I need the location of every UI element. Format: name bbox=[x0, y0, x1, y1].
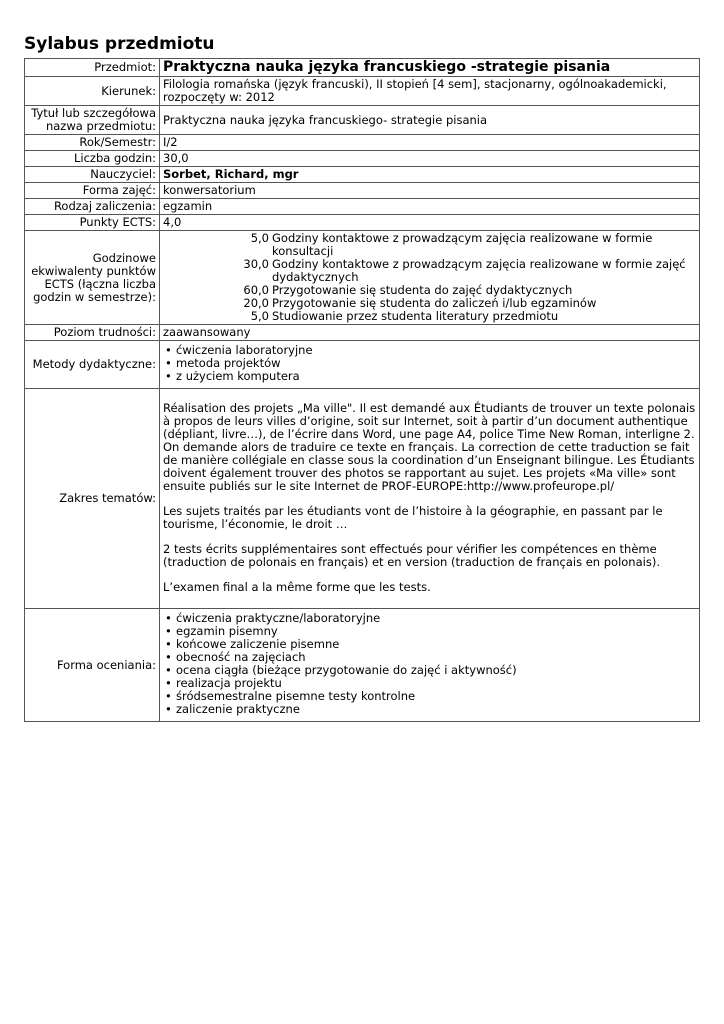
ects-item bbox=[163, 310, 696, 323]
row-godziny bbox=[25, 151, 700, 167]
value-zakres bbox=[160, 389, 700, 609]
label-poziom: Poziom trudności: bbox=[25, 325, 160, 341]
label-tytul: Tytuł lub szczegółowa nazwa przedmiotu: bbox=[25, 106, 160, 135]
row-godzinowe bbox=[25, 231, 700, 325]
value-poziom: zaawansowany bbox=[160, 325, 700, 341]
page-title: Sylabus przedmiotu bbox=[24, 34, 215, 54]
row-kierunek bbox=[25, 77, 700, 106]
value-godzinowe bbox=[160, 231, 700, 325]
label-kierunek: Kierunek: bbox=[25, 77, 160, 106]
list-item: • śródsemestralne pisemne testy kontrolne bbox=[163, 690, 696, 703]
ects-text: Studiowanie przez studenta literatury przedmiotu bbox=[272, 309, 559, 323]
value-rodzaj: egzamin bbox=[160, 199, 700, 215]
zakres-paragraph: Réalisation des projets „Ma ville". Il est demandé aux Étudiants de trouver un texte polonais à propos de leurs villes d’origine, soit sur Internet, soit à partir d’un document authentique (dépliant, livre…), de l’écrire dans Word, une page A4, police Time New Roman, interligne 2. On demande alors de traduire ce texte en français. La correction de cette traduction se fait de manière collégiale en classe sous la coordination d’un Enseignant bilingue. Les Étudiants doivent également trouver des photos se rapportant au sujet. Les projets «Ma ville» sont ensuite publiés sur le site Internet de PROF-EUROPE:http://www.profeurope.pl/ bbox=[163, 401, 696, 493]
label-godziny: Liczba godzin: bbox=[25, 151, 160, 167]
row-zakres bbox=[25, 389, 700, 609]
label-metody: Metody dydaktyczne: bbox=[25, 341, 160, 389]
value-przedmiot: Praktyczna nauka języka francuskiego -strategie pisania bbox=[160, 59, 700, 77]
list-item: • z użyciem komputera bbox=[163, 370, 696, 383]
label-przedmiot: Przedmiot: bbox=[25, 59, 160, 77]
list-item: • metoda projektów bbox=[163, 357, 696, 370]
metody-list bbox=[163, 344, 696, 383]
ects-text-wrap bbox=[272, 258, 696, 284]
row-tytul bbox=[25, 106, 700, 135]
list-item: • końcowe zaliczenie pisemne bbox=[163, 638, 696, 651]
row-forma-zajec bbox=[25, 183, 700, 199]
list-item: • realizacja projektu bbox=[163, 677, 696, 690]
ects-item bbox=[163, 258, 696, 284]
label-zakres: Zakres tematów: bbox=[25, 389, 160, 609]
syllabus-table bbox=[24, 58, 700, 722]
label-forma-zajec: Forma zajęć: bbox=[25, 183, 160, 199]
ects-text: Przygotowanie się studenta do zajęć dydaktycznych bbox=[272, 283, 573, 297]
list-item: • ocena ciągła (bieżące przygotowanie do zajęć i aktywność) bbox=[163, 664, 696, 677]
ects-hours: 5,0 bbox=[250, 231, 269, 245]
value-forma-zajec: konwersatorium bbox=[160, 183, 700, 199]
row-przedmiot bbox=[25, 59, 700, 77]
label-ects: Punkty ECTS: bbox=[25, 215, 160, 231]
ects-text: Godziny kontaktowe z prowadzącym zajęcia realizowane w formie konsultacji bbox=[272, 231, 653, 258]
row-forma-oceniania bbox=[25, 609, 700, 722]
value-kierunek: Filologia romańska (język francuski), II stopień [4 sem], stacjonarny, ogólnoakademicki, rozpoczęty w: 2012 bbox=[160, 77, 700, 106]
list-item: • egzamin pisemny bbox=[163, 625, 696, 638]
value-nauczyciel: Sorbet, Richard, mgr bbox=[160, 167, 700, 183]
row-poziom bbox=[25, 325, 700, 341]
zakres-paragraph: Les sujets traités par les étudiants vont de l’histoire à la géographie, en passant par le tourisme, l’économie, le droit … bbox=[163, 504, 663, 531]
ocenianie-list bbox=[163, 612, 696, 716]
list-item: • ćwiczenia laboratoryjne bbox=[163, 344, 696, 357]
row-metody bbox=[25, 341, 700, 389]
value-ects: 4,0 bbox=[160, 215, 700, 231]
ects-hours: 5,0 bbox=[250, 309, 269, 323]
list-item: • ćwiczenia praktyczne/laboratoryjne bbox=[163, 612, 696, 625]
list-item: • zaliczenie praktyczne bbox=[163, 703, 696, 716]
value-rok: I/2 bbox=[160, 135, 700, 151]
ects-text: Godziny kontaktowe z prowadzącym zajęcia realizowane w formie zajęć bbox=[272, 257, 686, 271]
label-nauczyciel: Nauczyciel: bbox=[25, 167, 160, 183]
value-forma-oceniania bbox=[160, 609, 700, 722]
label-rodzaj: Rodzaj zaliczenia: bbox=[25, 199, 160, 215]
label-forma-oceniania: Forma oceniania: bbox=[25, 609, 160, 722]
label-rok: Rok/Semestr: bbox=[25, 135, 160, 151]
value-tytul: Praktyczna nauka języka francuskiego- strategie pisania bbox=[160, 106, 700, 135]
ects-item bbox=[163, 232, 696, 258]
zakres-paragraph: 2 tests écrits supplémentaires sont effectués pour vérifier les compétences en thème (traduction de polonais en français) et en version (traduction de français en polonais). bbox=[163, 542, 660, 569]
ects-hours: 60,0 bbox=[243, 283, 269, 297]
row-rodzaj bbox=[25, 199, 700, 215]
value-metody bbox=[160, 341, 700, 389]
ects-text-continuation: dydaktycznych bbox=[272, 270, 359, 284]
value-godziny: 30,0 bbox=[160, 151, 700, 167]
list-item: • obecność na zajęciach bbox=[163, 651, 696, 664]
ects-hours: 20,0 bbox=[243, 296, 269, 310]
ects-text: Przygotowanie się studenta do zaliczeń i/lub egzaminów bbox=[272, 296, 597, 310]
row-nauczyciel bbox=[25, 167, 700, 183]
row-rok bbox=[25, 135, 700, 151]
zakres-paragraph: L’examen final a la même forme que les tests. bbox=[163, 580, 431, 594]
row-ects bbox=[25, 215, 700, 231]
ects-hours: 30,0 bbox=[243, 257, 269, 271]
label-godzinowe: Godzinowe ekwiwalenty punktów ECTS (łączna liczba godzin w semestrze): bbox=[25, 231, 160, 325]
